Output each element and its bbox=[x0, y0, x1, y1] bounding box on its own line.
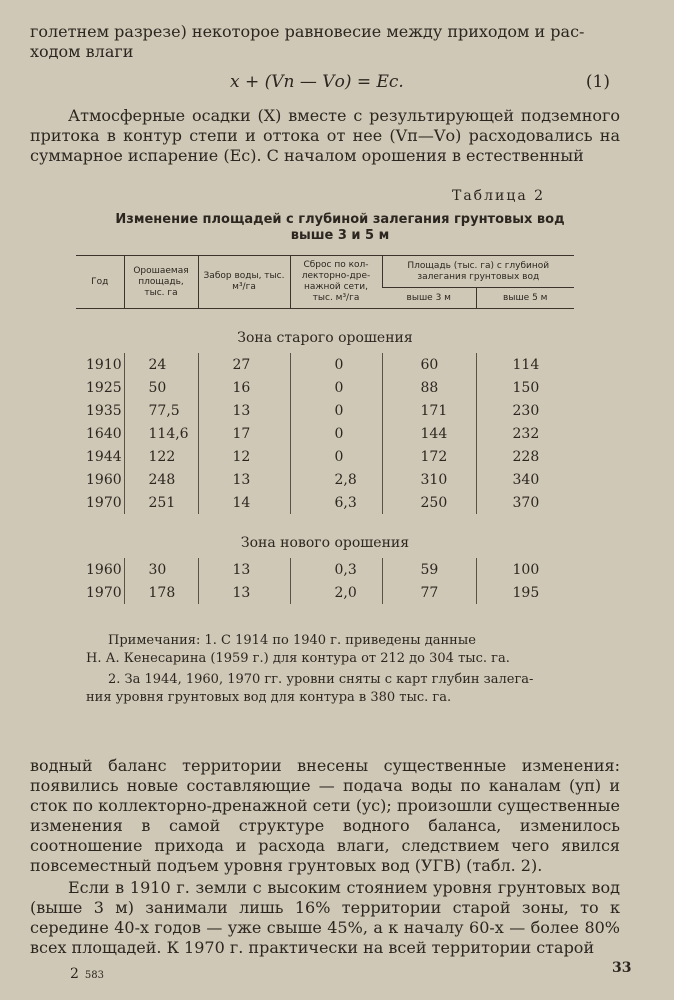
text-paragraph-top bbox=[30, 22, 620, 62]
table-label: Таблица 2 bbox=[452, 188, 546, 204]
cell-year: 1960 bbox=[86, 471, 122, 488]
cell-above-5m: 370 bbox=[476, 491, 574, 514]
cell-irrigated: 248 bbox=[124, 468, 198, 491]
page-number: 33 bbox=[612, 960, 632, 976]
data-table bbox=[76, 255, 574, 604]
column-header-discharge: Сброс по кол-лекторно-дре-нажной сети, тыс. м³/га bbox=[290, 256, 382, 309]
cell-year: 1960 bbox=[86, 561, 122, 578]
cell-irrigated: 122 bbox=[124, 445, 198, 468]
cell-above-5m: 228 bbox=[476, 445, 574, 468]
column-header-area-group: Площадь (тыс. га) с глубиной залегания грунтовых вод bbox=[382, 256, 574, 288]
cell-discharge: 2,8 bbox=[290, 468, 382, 491]
cell-above-5m: 195 bbox=[476, 581, 574, 604]
signature-number: 2 bbox=[70, 966, 79, 982]
cell-year: 1640 bbox=[86, 425, 122, 442]
table-note: Н. А. Кенесарина (1959 г.) для контура от 212 до 304 тыс. га. bbox=[86, 651, 510, 666]
cell-year: 1910 bbox=[86, 356, 122, 373]
cell-above-5m: 340 bbox=[476, 468, 574, 491]
cell-year: 1970 bbox=[86, 584, 122, 601]
cell-intake: 16 bbox=[198, 376, 290, 399]
cell-above-3m: 144 bbox=[382, 422, 476, 445]
text-paragraph: Атмосферные осадки (X) вместе с результирующей подземного притока в контур степи и оттока от нее (Vп—Vо) расходовались на суммарное испарение (Eс). С началом орошения в естественный bbox=[30, 106, 620, 165]
table-row bbox=[76, 422, 574, 445]
text-paragraph: водный баланс территории внесены существенные изменения: появились новые составляющие — подача воды по каналам (yп) и сток по коллекторно-дренажной сети (yс); произошли существенные изменения в самой структуре водного баланса, изменилось соотношение прихода и расхода влаги, следствием чего явился повсеместный подъем уровня грунтовых вод (УГВ) (табл. 2). bbox=[30, 756, 620, 875]
cell-discharge: 0 bbox=[290, 399, 382, 422]
cell-year: 1970 bbox=[86, 494, 122, 511]
table-title-line: Изменение площадей с глубиной залегания грунтовых вод bbox=[115, 212, 565, 227]
column-header-intake: Забор воды, тыс. м³/га bbox=[198, 256, 290, 309]
table-row bbox=[76, 376, 574, 399]
cell-above-3m: 88 bbox=[382, 376, 476, 399]
column-header-above-3m: выше 3 м bbox=[382, 288, 476, 309]
signature-mark bbox=[70, 966, 104, 982]
text-line: голетнем разрезе) некоторое равновесие между приходом и рас- bbox=[30, 22, 585, 41]
cell-above-3m: 59 bbox=[382, 558, 476, 581]
cell-discharge: 0,3 bbox=[290, 558, 382, 581]
cell-discharge: 0 bbox=[290, 422, 382, 445]
table-row bbox=[76, 558, 574, 581]
table-row bbox=[76, 399, 574, 422]
cell-irrigated: 30 bbox=[124, 558, 198, 581]
cell-discharge: 0 bbox=[290, 445, 382, 468]
cell-year: 1944 bbox=[86, 448, 122, 465]
cell-intake: 14 bbox=[198, 491, 290, 514]
cell-intake: 13 bbox=[198, 468, 290, 491]
cell-above-3m: 171 bbox=[382, 399, 476, 422]
text-line: ходом влаги bbox=[30, 42, 134, 61]
cell-above-5m: 230 bbox=[476, 399, 574, 422]
cell-intake: 13 bbox=[198, 558, 290, 581]
cell-above-5m: 100 bbox=[476, 558, 574, 581]
cell-intake: 13 bbox=[198, 399, 290, 422]
cell-above-3m: 77 bbox=[382, 581, 476, 604]
table-section-title: Зона старого орошения bbox=[237, 330, 413, 346]
text-paragraph: Если в 1910 г. земли с высоким стоянием уровня грунтовых вод (выше 3 м) занимали лишь 16% территории старой зоны, то к середине 40-х годов — уже свыше 45%, а к началу 60-х — более 80% всех площадей. К 1970 г. практически на всей территории старой bbox=[30, 878, 620, 957]
cell-irrigated: 77,5 bbox=[124, 399, 198, 422]
cell-above-3m: 310 bbox=[382, 468, 476, 491]
equation-expression: x + (Vп — Vо) = Eс. bbox=[230, 72, 404, 92]
equation bbox=[230, 72, 610, 92]
cell-intake: 27 bbox=[198, 353, 290, 376]
cell-irrigated: 114,6 bbox=[124, 422, 198, 445]
cell-above-3m: 172 bbox=[382, 445, 476, 468]
table-note: Примечания: 1. С 1914 по 1940 г. приведены данные bbox=[108, 633, 476, 648]
table-row bbox=[76, 353, 574, 376]
cell-discharge: 6,3 bbox=[290, 491, 382, 514]
cell-above-5m: 232 bbox=[476, 422, 574, 445]
cell-year: 1935 bbox=[86, 402, 122, 419]
cell-year: 1925 bbox=[86, 379, 122, 396]
column-header-above-5m: выше 5 м bbox=[476, 288, 574, 309]
table-title-line: выше 3 и 5 м bbox=[290, 228, 390, 243]
cell-irrigated: 24 bbox=[124, 353, 198, 376]
equation-number: (1) bbox=[585, 72, 610, 92]
table-row bbox=[76, 581, 574, 604]
signature-code: 583 bbox=[84, 970, 105, 981]
table-row bbox=[76, 445, 574, 468]
cell-intake: 13 bbox=[198, 581, 290, 604]
table-row bbox=[76, 491, 574, 514]
cell-discharge: 2,0 bbox=[290, 581, 382, 604]
cell-irrigated: 178 bbox=[124, 581, 198, 604]
cell-discharge: 0 bbox=[290, 353, 382, 376]
cell-intake: 17 bbox=[198, 422, 290, 445]
cell-above-3m: 250 bbox=[382, 491, 476, 514]
cell-above-3m: 60 bbox=[382, 353, 476, 376]
cell-irrigated: 251 bbox=[124, 491, 198, 514]
table-section-title: Зона нового орошения bbox=[240, 535, 410, 551]
cell-discharge: 0 bbox=[290, 376, 382, 399]
column-header-irrigated: Орошаемая площадь, тыс. га bbox=[124, 256, 198, 309]
cell-above-5m: 114 bbox=[476, 353, 574, 376]
column-header-year: Год bbox=[76, 256, 124, 309]
cell-irrigated: 50 bbox=[124, 376, 198, 399]
table-title bbox=[60, 212, 620, 244]
table-note: 2. За 1944, 1960, 1970 гг. уровни сняты с карт глубин залега- bbox=[108, 672, 534, 687]
table-note: ния уровня грунтовых вод для контура в 380 тыс. га. bbox=[86, 690, 452, 705]
cell-above-5m: 150 bbox=[476, 376, 574, 399]
table-row bbox=[76, 468, 574, 491]
cell-intake: 12 bbox=[198, 445, 290, 468]
